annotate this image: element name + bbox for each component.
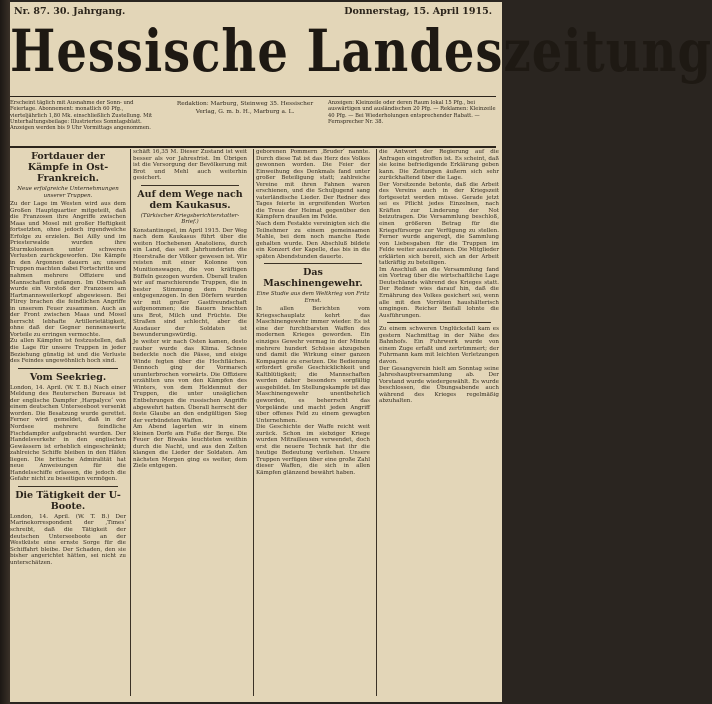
- article-text: Am Abend lagerten wir in einem kleinen Dorfe am Fuße der Berge. Die Feuer der Biwaks leuchteten weithin durch die Nacht, und aus den Zelten klangen die Lieder der Soldaten. Am nächsten Morgen ging es weiter, dem Ziele entgegen.: [133, 424, 247, 470]
- article-text: Die Geschichte der Waffe reicht weit zurück. Schon im siebziger Kriege wurden Mitrailleusen verwendet, doch erst die neuere Technik hat ihr die heutige Bedeutung verliehen. Unsere Truppen verfügen über eine große Zahl dieser Waffen, die sich in allen Kämpfen glänzend bewährt haben.: [256, 424, 370, 476]
- column-1: [10, 149, 126, 698]
- subheadline: Neue erfolgreiche Unternehmungen unserer Truppen.: [17, 186, 119, 199]
- column-2: [133, 149, 247, 698]
- column-4: [379, 149, 499, 698]
- subheadline: (Türkischer Kriegsberichterstatter-Brief.): [140, 212, 240, 226]
- article-text: Der Gesangverein hielt am Sonntag seine Jahreshauptversammlung ab. Der Vorstand wurde wiedergewählt. Es wurde beschlossen, die Übungsabende auch während des Krieges regelmäßig abzuhalten.: [379, 365, 499, 405]
- article-text: London, 14. April. (W. T. B.) Nach einer Meldung des Reuterschen Bureaus ist der englische Dampfer ‚Harpalyce‘ von einem deutschen Unterseeboot versenkt worden. Die Besatzung wurde gerettet. Ferner wird gemeldet, daß in der Nordsee mehrere feindliche Fischdampfer aufgebracht wurden. Der Handelsverkehr in den englischen Gewässern ist erheblich eingeschränkt; zahlreiche Schiffe bleiben in den Häfen liegen. Die britische Admiralität hat neue Anweisungen für die Handelsschiffe erlassen, die jedoch die Gefahr nicht zu beseitigen vermögen.: [10, 384, 126, 483]
- article-text: In allen Berichten vom Kriegsschauplatz kehrt das Maschinengewehr immer wieder. Es ist eine der furchtbarsten Waffen des modernen Krieges geworden. Ein einziges Gewehr vermag in der Minute mehrere hundert Schüsse abzugeben und damit die Wirkung einer ganzen Kompagnie zu ersetzen. Die Bedienung erfordert große Geschicklichkeit und Kaltblütigkeit; die Mannschaften werden daher besonders sorgfältig ausgebildet. Im Stellungskampfe ist das Maschinengewehr unentbehrlich geworden, es beherrscht das Vorgelände und macht jeden Angriff über offenes Feld zu einem gewagten Unternehmen.: [256, 306, 370, 424]
- advertising-info: Anzeigen: Kleinzeile oder deren Raum lokal 15 Pfg., bei auswärtigen und ausländischen 20 Pfg. — Reklamen: Kleinzeile 40 Pfg. — Bei Wiederholungen entsprechender Rabatt. — Fernsprecher Nr. 38.: [328, 100, 496, 125]
- article-text: Nach dem Festakte vereinigten sich die Teilnehmer zu einem gemeinsamen Mahle, bei dem noch manche Rede gehalten wurde. Den Abschluß bildete ein Konzert der Kapelle, das bis in die späten Abendstunden dauerte.: [256, 221, 370, 260]
- section-separator: [387, 322, 491, 323]
- section-separator: [18, 486, 118, 487]
- article-text: London, 14. April. (W. T. B.) Der Marinekorrespondent der ‚Times‘ schreibt, daß die Tätigkeit der deutschen Unterseeboote an der Westküste eine ernste Sorge für die Schiffahrt bleibe. Der Schaden, den sie bisher angerichtet hätten, sei nicht zu unterschätzen.: [10, 513, 126, 566]
- article-text: schäft 16,35 M. Dieser Zustand ist weit besser als vor Jahresfrist. Im Übrigen ist die Versorgung der Bevölkerung mit Brot und Mehl auch weiterhin gesichert.: [133, 149, 247, 182]
- newspaper-title: Hessische Landeszeitung: [10, 18, 712, 86]
- issue-number: Nr. 87. 30. Jahrgang.: [14, 6, 126, 17]
- article-text: Im Anschluß an die Versammlung fand ein Vortrag über die wirtschaftliche Lage Deutschlands während des Krieges statt. Der Redner wies darauf hin, daß die Ernährung des Volkes gesichert sei, wenn alle mit den Vorräten haushälterisch umgingen. Reicher Beifall lohnte die Ausführungen.: [379, 266, 499, 319]
- publisher-info-bar: [10, 100, 496, 144]
- section-separator: [18, 368, 118, 369]
- headline: Auf dem Wege nach dem Kaukasus.: [137, 188, 243, 211]
- article-text: Zu einem schweren Unglücksfall kam es gestern Nachmittag in der Nähe des Bahnhofs. Ein Fuhrwerk wurde von einem Zuge erfaßt und zertrümmert; der Fuhrmann kam mit leichten Verletzungen davon.: [379, 326, 499, 365]
- section-separator: [141, 185, 239, 186]
- headline: Die Tätigkeit der U-Boote.: [15, 489, 121, 512]
- subheadline: Eine Studie aus dem Weltkrieg von Fritz Ernst.: [256, 291, 370, 304]
- article-text: Je weiter wir nach Osten kamen, desto rauher wurde das Klima. Schnee bedeckte noch die Pässe, und eisige Winde fegten über die Hochflächen. Dennoch ging der Vormarsch ununterbrochen vorwärts. Die Offiziere erzählten uns von den Kämpfen des Winters, von dem Heldenmut der Truppen, die unter unsäglichen Entbehrungen die russischen Angriffe abgewehrt hatten. Überall herrscht der feste Glaube an den endgültigen Sieg der verbündeten Waffen.: [133, 339, 247, 424]
- article-text: Zu allen Kämpfen ist festzustellen, daß die Lage für unsere Truppen in jeder Beziehung günstig ist und die Verluste des Feindes ungewöhnlich hoch sind.: [10, 338, 126, 365]
- info-rule: [10, 146, 496, 148]
- masthead-rule: [10, 96, 496, 97]
- article-text: geborenen Pommern ‚Bruder‘ nannte. Durch diese Tat ist das Herz des Volkes gewonnen worden. Die Feier der Einweihung des Denkmals fand unter großer Beteiligung statt; zahlreiche Vereine mit ihren Fahnen waren erschienen, und die Schuljugend sang vaterländische Lieder. Der Redner des Tages feierte in ergreifenden Worten die Treue der Heimat gegenüber den Kämpfern draußen im Felde.: [256, 149, 370, 221]
- issue-date: Donnerstag, 15. April 1915.: [344, 6, 492, 17]
- headline: Das Maschinengewehr.: [263, 267, 363, 290]
- article-text: Zu der Lage im Westen wird aus dem Großen Hauptquartier mitgeteilt, daß die Franzosen ihre Angriffe zwischen Maas und Mosel mit großer Heftigkeit fortsetzten, ohne jedoch irgendwelche Erfolge zu erzielen. Bei Ailly und im Priesterwalde wurden ihre Sturmkolonnen unter schweren Verlusten zurückgeworfen. Die Kämpfe in den Argonnen dauern an; unsere Truppen machten dabei Fortschritte und nahmen mehrere Offiziere und Mannschaften gefangen. Im Oberelsaß wurde ein Vorstoß der Franzosen am Hartmannsweilerkopf abgewiesen. Bei Flirey brachen die feindlichen Angriffe in unserem Feuer zusammen. Auch an der Front zwischen Maas und Mosel herrscht lebhafte Artillerietätigkeit, ohne daß der Gegner nennenswerte Vorteile zu erringen vermochte.: [10, 201, 126, 338]
- subscription-info: Erscheint täglich mit Ausnahme der Sonn- und Feiertage. Abonnement: monatlich 60 Pfg., vierteljährlich 1,80 Mk. einschließlich Zustellung. Mit Unterhaltungsbeilage: Illustriertes Sonntagsblatt. Anzeigen werden bis 9 Uhr Vormittags angenommen.: [10, 100, 153, 132]
- headline: Vom Seekrieg.: [29, 371, 107, 383]
- article-columns: [10, 149, 498, 698]
- book-binding-edge: [0, 0, 10, 704]
- headline: Fortdauer der Kämpfe in Ost-Frankreich.: [27, 151, 109, 184]
- column-3: [256, 149, 370, 698]
- section-separator: [264, 263, 362, 264]
- article-text: die Antwort der Regierung auf die Anfragen eingetroffen ist. Es scheint, daß sie keine befriedigende Erklärung geben kann. Die Zeitungen äußern sich sehr zurückhaltend über die Lage.: [379, 149, 499, 182]
- article-text: Konstantinopel, im April 1915. Der Weg nach dem Kaukasus führt über die weiten Hochebenen Anatoliens, durch ein Land, das seit Jahrhunderten die Heerstraße der Völker gewesen ist. Wir reisten mit einer Kolonne von Munitionswagen, die von kräftigen Büffeln gezogen wurden. Überall trafen wir auf marschierende Truppen, die in bester Stimmung dem Feinde entgegenzogen. In den Dörfern wurden wir mit großer Gastfreundschaft aufgenommen; die Bauern brachten uns Brot, Milch und Früchte. Die Straßen sind schlecht, aber die Ausdauer der Soldaten ist bewunderungswürdig.: [133, 227, 247, 339]
- newspaper-page: [4, 2, 712, 702]
- article-text: Der Vorsitzende betonte, daß die Arbeit des Vereins auch in der Kriegszeit fortgesetzt werden müsse. Gerade jetzt sei es Pflicht jedes Einzelnen, nach Kräften zur Linderung der Not beizutragen. Die Versammlung beschloß, einen größeren Betrag für die Kriegsfürsorge zur Verfügung zu stellen. Ferner wurde angeregt, die Sammlung von Liebesgaben für die Truppen im Felde weiter auszudehnen. Die Mitglieder erklärten sich bereit, sich an der Arbeit tatkräftig zu beteiligen.: [379, 181, 499, 267]
- editorial-info: Redaktion: Marburg, Steinweg 35. Hessischer Verlag, G. m. b. H., Marburg a. L.: [176, 101, 314, 115]
